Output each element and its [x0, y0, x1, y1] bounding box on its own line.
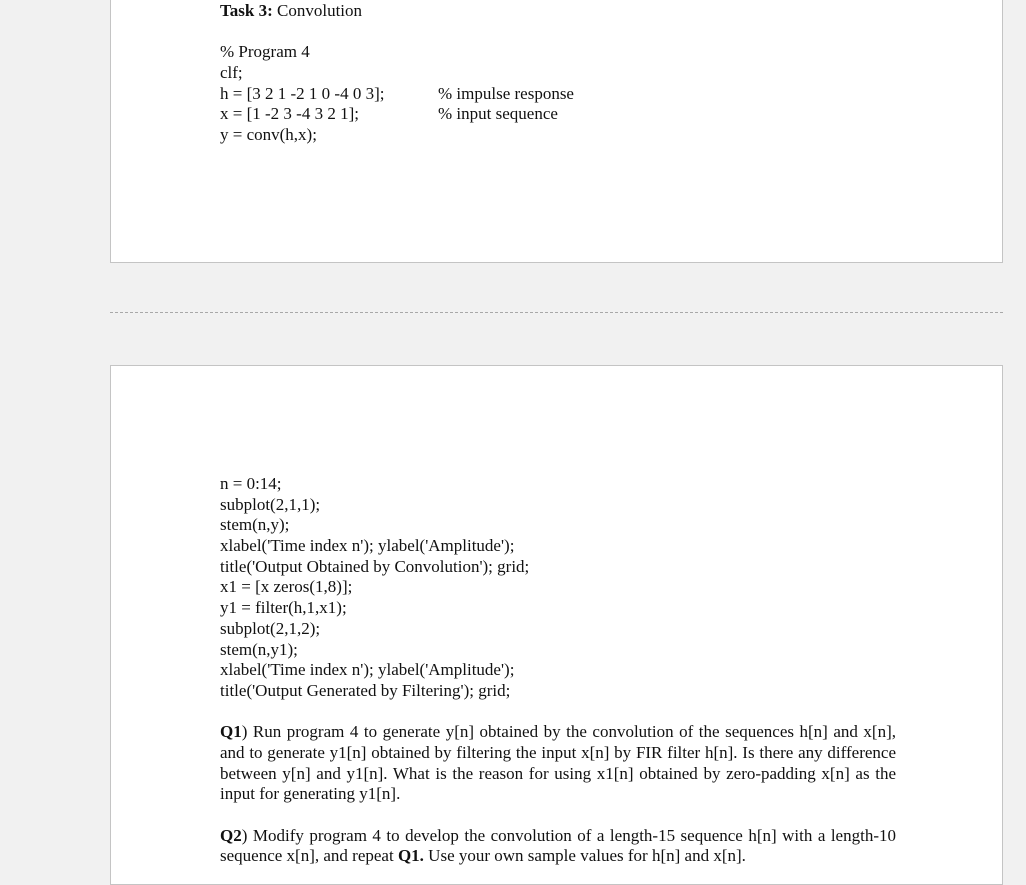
task-title: Convolution: [272, 1, 363, 20]
program-code-top: [220, 42, 574, 145]
code-line: subplot(2,1,1);: [220, 494, 321, 514]
code-text: clf;: [220, 63, 243, 83]
spacer: [220, 805, 896, 826]
code-line: [220, 63, 384, 84]
page-2-content: [220, 474, 896, 867]
question-1-text: ) Run program 4 to generate y[n] obtained by the convolution of the sequences h[n] and x[n], and to generate y1[n] obtained by filtering the input x[n] by FIR filter h[n]. Is there any difference between y[n] and y1[n]. What is the reason for using x1[n] obtained by zero-padding x[n] as the input for generating y1[n].: [220, 722, 896, 804]
task-label: Task 3:: [220, 1, 273, 20]
question-1: [220, 722, 896, 805]
code-line: subplot(2,1,2);: [220, 618, 321, 638]
code-line: [220, 125, 384, 146]
code-line: xlabel('Time index n'); ylabel('Amplitude');: [220, 536, 515, 556]
code-text: y = conv(h,x);: [220, 125, 317, 145]
question-2-text-before: ) Modify program 4 to develop the convolution of a length-15 sequence h[n] with a length-10 sequence x[n], and repeat: [220, 825, 896, 866]
page-1-content: [220, 1, 574, 146]
code-line: [220, 42, 384, 63]
question-2-label: Q2: [220, 825, 242, 845]
code-line: title('Output Generated by Filtering'); grid;: [220, 680, 511, 700]
code-line: stem(n,y1);: [220, 639, 298, 659]
code-line: n = 0:14;: [220, 474, 282, 493]
code-line: x1 = [x zeros(1,8)];: [220, 577, 353, 597]
question-2: [220, 826, 896, 867]
code-text: x = [1 -2 3 -4 3 2 1];: [220, 104, 359, 124]
question-1-label: Q1: [220, 722, 242, 742]
question-2-ref: Q1.: [397, 846, 424, 866]
code-comment: % impulse response: [438, 83, 574, 103]
code-line: stem(n,y);: [220, 515, 290, 535]
code-line: [220, 83, 574, 105]
task-heading: [220, 1, 384, 22]
code-comment: % input sequence: [438, 104, 558, 124]
document-page-2: [110, 365, 1003, 885]
code-text: % Program 4: [220, 42, 310, 62]
code-line: y1 = filter(h,1,x1);: [220, 598, 347, 618]
spacer: [220, 22, 384, 43]
program-code-bottom: [220, 474, 896, 702]
code-text: h = [3 2 1 -2 1 0 -4 0 3];: [220, 83, 385, 103]
spacer: [220, 702, 896, 723]
document-page-1: [110, 0, 1003, 263]
code-line: [220, 104, 558, 125]
code-line: title('Output Obtained by Convolution'); grid;: [220, 556, 530, 576]
question-2-text-after: Use your own sample values for h[n] and x[n].: [423, 846, 746, 866]
page-break-divider: [110, 312, 1003, 313]
code-line: xlabel('Time index n'); ylabel('Amplitude');: [220, 660, 515, 680]
